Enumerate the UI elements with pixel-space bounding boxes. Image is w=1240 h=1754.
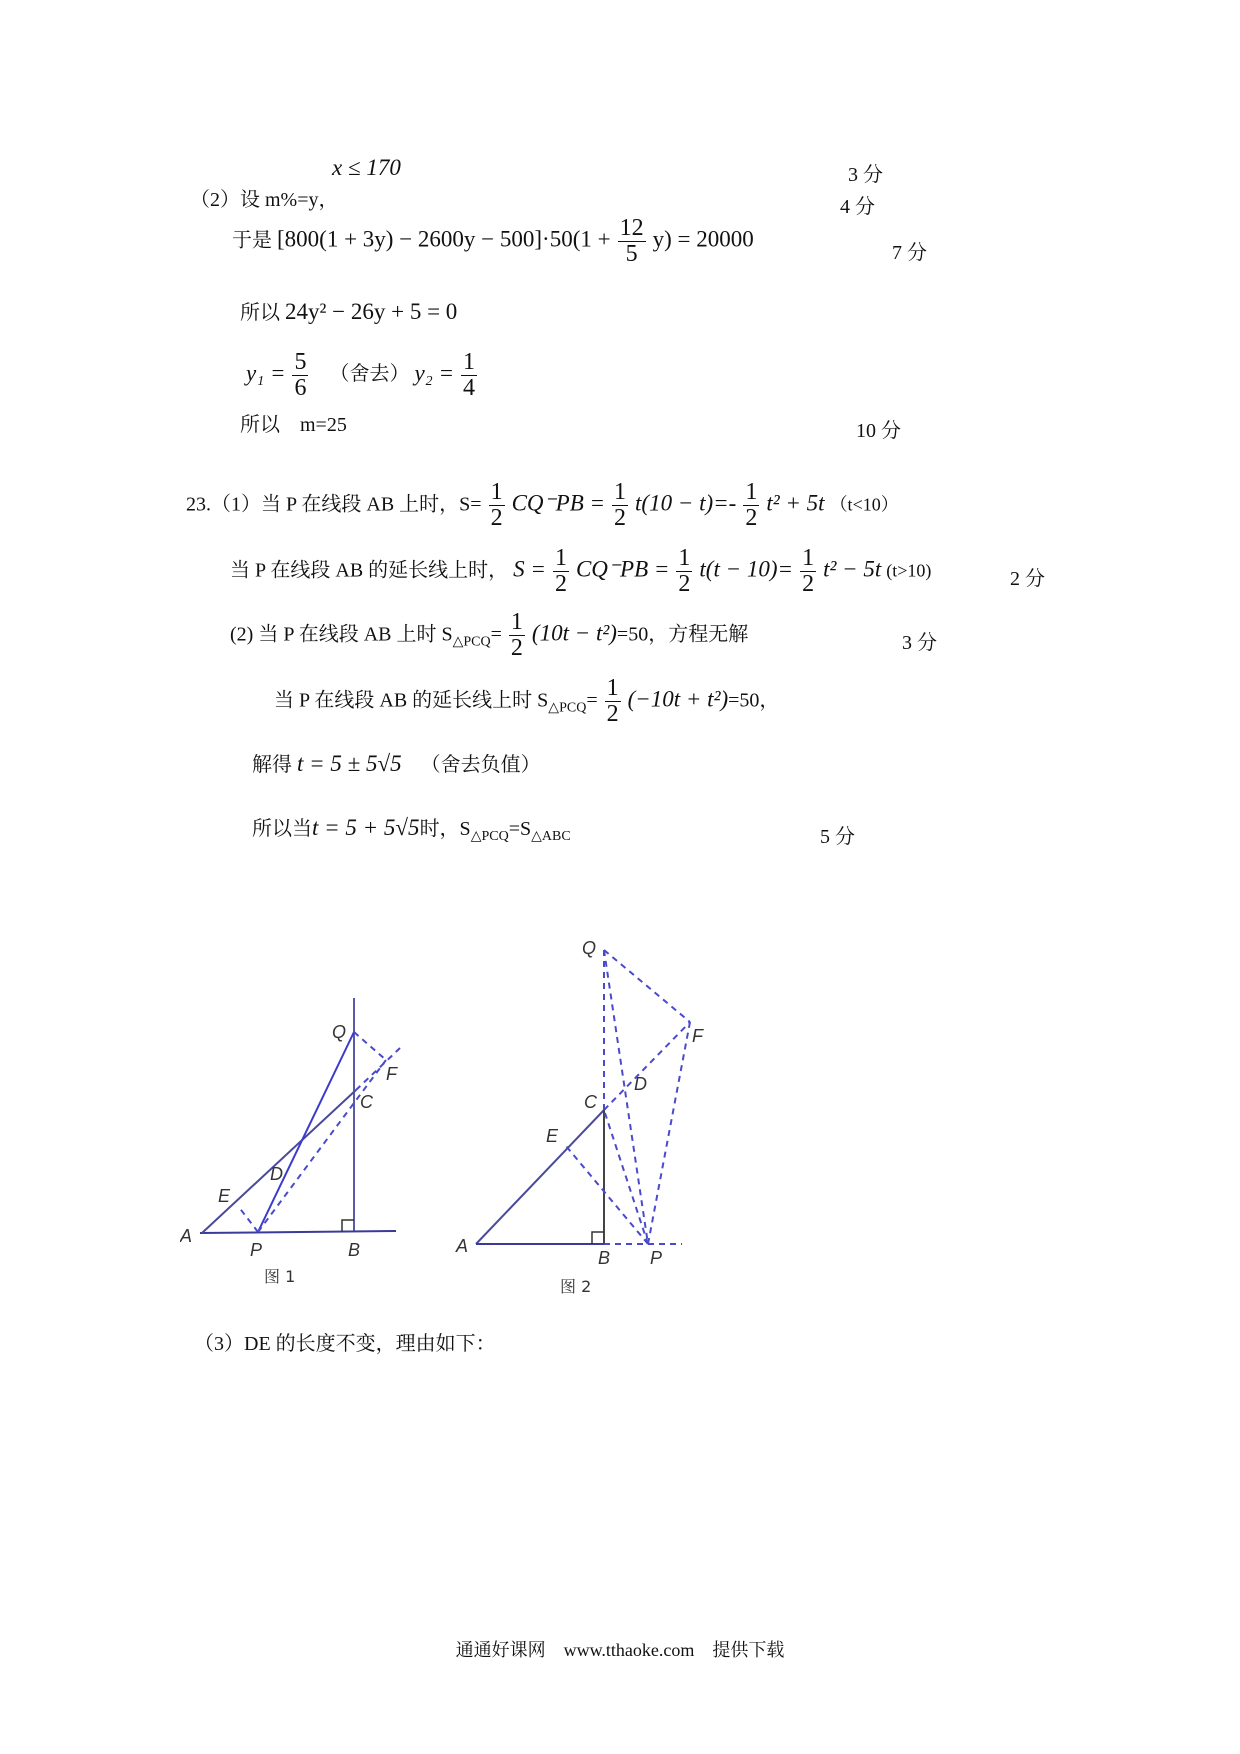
q23-line5 <box>252 752 541 775</box>
root1-lhs: y₁ = <box>246 360 286 386</box>
discard-negative-note: （舍去负值） <box>420 754 541 776</box>
right-angle-mark <box>342 1220 354 1232</box>
fraction-den: 2 <box>802 571 815 598</box>
fraction-num: 1 <box>606 675 619 701</box>
fraction-12-5 <box>618 216 646 267</box>
expr-cqpb: CQ⁻PB = <box>575 556 670 582</box>
expr-t10t: t(10 − t)=- <box>635 490 737 516</box>
case2-lead: 当 P 在线段 AB 的延长线上时， <box>230 559 509 582</box>
half-fraction <box>509 610 525 661</box>
label-a: A <box>180 1226 193 1246</box>
half-fraction <box>605 676 621 727</box>
label-e: E <box>218 1186 231 1206</box>
label-b: B <box>348 1240 361 1260</box>
label-d: D <box>270 1164 283 1184</box>
final-expr: t = 5 + 5√5 <box>312 815 420 840</box>
q23-line1 <box>186 480 899 531</box>
equation-lead: 于是 <box>232 229 272 252</box>
s-symbol: S = <box>513 556 546 582</box>
equation-line <box>232 216 754 267</box>
half-fraction <box>676 546 692 597</box>
fraction-den: 2 <box>745 505 758 532</box>
score-7: 7 分 <box>892 242 927 264</box>
equation-left: [800(1 + 3y) − 2600y − 500]·50(1 + <box>277 226 611 252</box>
fraction-1-4 <box>461 350 477 401</box>
fraction-num: 1 <box>802 545 815 571</box>
line-qf <box>354 1032 386 1060</box>
step2-line: （2）设 m%=y， <box>190 189 339 211</box>
label-f: F <box>692 1026 703 1046</box>
label-p: P <box>250 1240 263 1260</box>
fraction-num: 1 <box>490 479 503 505</box>
fraction-den: 4 <box>462 375 475 402</box>
label-e: E <box>546 1126 559 1146</box>
fraction-den: 2 <box>606 701 619 728</box>
score-5: 5 分 <box>820 826 855 848</box>
equals: = <box>586 689 598 712</box>
label-f: F <box>386 1064 397 1084</box>
line-pf <box>648 1022 690 1244</box>
fraction-num: 1 <box>678 545 691 571</box>
condition: （t<10） <box>829 494 899 515</box>
half-fraction <box>489 480 505 531</box>
equation-right: y) = 20000 <box>652 226 754 252</box>
fraction-den: 2 <box>678 571 691 598</box>
subscript-pcq: △PCQ <box>452 634 491 650</box>
label-p: P <box>650 1248 663 1268</box>
score-4: 4 分 <box>840 196 875 218</box>
label-c: C <box>360 1092 373 1112</box>
expr-cqpb: CQ⁻PB = <box>511 490 606 516</box>
right-angle-mark <box>592 1232 604 1244</box>
line-pf <box>258 1060 386 1232</box>
subscript-abc: △ABC <box>531 829 571 844</box>
subscript-pcq: △PCQ <box>470 829 509 844</box>
fraction-den: 2 <box>510 635 523 662</box>
solution-expr: t = 5 ± 5√5 <box>297 751 402 776</box>
expr-quadratic: t² − 5t <box>823 556 882 582</box>
fraction-num: 1 <box>745 479 758 505</box>
conclusion-line: 所以 m=25 <box>240 414 347 436</box>
fraction-num: 1 <box>462 349 475 375</box>
expr-area: (−10t + t²) <box>627 686 729 712</box>
line-cf <box>604 1022 690 1110</box>
figure-1 <box>180 980 420 1290</box>
half-fraction <box>743 480 759 531</box>
fraction-num: 1 <box>510 609 523 635</box>
fraction-5-6 <box>292 350 308 401</box>
q23-lead: 23.（1）当 P 在线段 AB 上时，S= <box>186 493 482 516</box>
figure1-caption: 图 1 <box>264 1267 296 1286</box>
fraction-den: 6 <box>294 375 307 402</box>
label-q: Q <box>332 1022 347 1042</box>
inequality-line <box>332 156 401 179</box>
fraction-den: 5 <box>625 241 638 268</box>
expr-quadratic: t² + 5t <box>766 490 825 516</box>
half-fraction <box>612 480 628 531</box>
line-pe <box>238 1206 258 1232</box>
line-ab <box>200 1231 396 1233</box>
q23-line4 <box>274 676 779 727</box>
fraction-num: 1 <box>614 479 627 505</box>
label-d: D <box>634 1074 647 1094</box>
figure-2 <box>452 930 732 1300</box>
label-b: B <box>598 1248 611 1268</box>
figure2-caption: 图 2 <box>560 1277 592 1296</box>
label-c: C <box>584 1092 597 1112</box>
fraction-num: 12 <box>619 215 644 241</box>
score-10: 10 分 <box>856 420 901 442</box>
q23-line2 <box>230 546 931 597</box>
score-2: 2 分 <box>1010 568 1045 590</box>
quadratic-lead: 所以 <box>240 302 280 324</box>
fraction-den: 2 <box>490 505 503 532</box>
footer: 通通好课网 www.tthaoke.com 提供下载 <box>455 1640 785 1660</box>
fraction-den: 2 <box>614 505 627 532</box>
line-pc <box>604 1110 648 1244</box>
equals: = <box>490 623 502 646</box>
condition: (t>10) <box>886 560 932 581</box>
fraction-num: 5 <box>294 349 307 375</box>
label-a: A <box>456 1236 469 1256</box>
label-q: Q <box>582 938 597 958</box>
discard-note: （舍去） <box>329 363 410 386</box>
expr-area: (10t − t²) <box>531 620 617 646</box>
q23-line3 <box>230 610 748 661</box>
expr-tt10: t(t − 10)= <box>699 556 794 582</box>
line-ac <box>202 1090 356 1233</box>
part2-lead: (2) 当 P 在线段 AB 上时 S <box>230 623 453 646</box>
roots-line <box>246 350 479 401</box>
line-ac <box>476 1110 604 1244</box>
final-mid: 时，S <box>419 818 471 840</box>
solve-lead: 解得 <box>252 754 292 776</box>
equals-50: =50， <box>728 689 780 712</box>
fraction-num: 1 <box>554 545 567 571</box>
no-solution-note: =50，方程无解 <box>616 623 749 646</box>
q23-line6 <box>252 816 571 844</box>
root2-lhs: y₂ = <box>414 360 454 386</box>
half-fraction <box>553 546 569 597</box>
line-qf <box>604 950 690 1022</box>
equals-s: =S <box>508 818 532 840</box>
part3-line: （3）DE 的长度不变，理由如下： <box>194 1333 496 1355</box>
quadratic-line <box>240 300 457 323</box>
case-ext-lead: 当 P 在线段 AB 的延长线上时 S <box>274 689 549 712</box>
fraction-den: 2 <box>554 571 567 598</box>
final-lead: 所以当 <box>252 818 312 840</box>
subscript-pcq: △PCQ <box>548 700 587 716</box>
line-pq <box>258 1032 354 1232</box>
score-3: 3 分 <box>848 164 883 186</box>
inequality: x ≤ 170 <box>332 155 401 180</box>
quadratic: 24y² − 26y + 5 = 0 <box>285 299 458 324</box>
half-fraction <box>800 546 816 597</box>
score-3b: 3 分 <box>902 632 937 654</box>
